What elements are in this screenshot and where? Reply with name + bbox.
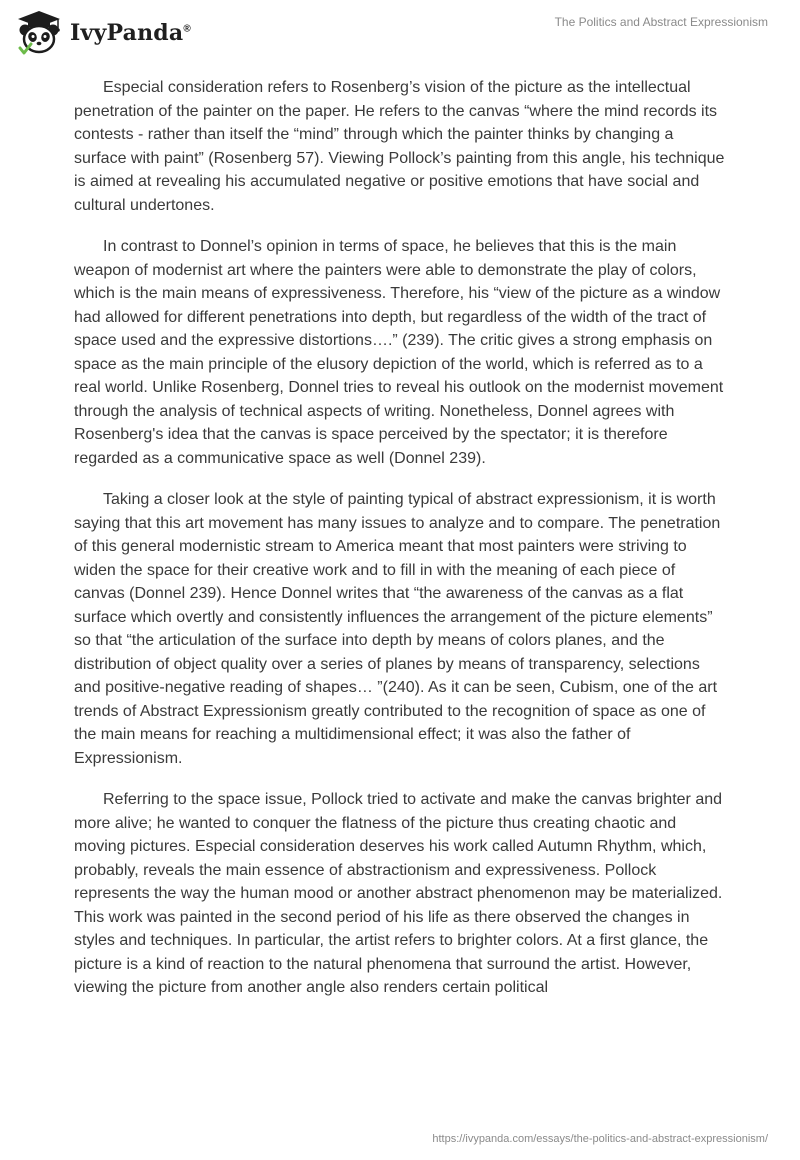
paragraph: In contrast to Donnel’s opinion in terms of space, he believes that this is the main weapon of modernist art where the painters were able to demonstrate the play of colors, which is the main means of expressiveness. Therefore, his “view of the picture as a window had allowed for different penetrations into depth, but regardless of the width of the tract of space used and the expressive distortions….” (239). The critic gives a strong emphasis on space as the main principle of the elusory depiction of the world, which is referred as to a real world. Unlike Rosenberg, Donnel tries to reveal his outlook on the modernist movement through the analysis of technical aspects of writing. Nonetheless, Donnel agrees with Rosenberg's idea that the canvas is space perceived by the spectator; it is therefore regarded as a communicative space as well (Donnel 239). bbox=[74, 238, 724, 467]
paragraph: Especial consideration refers to Rosenberg’s vision of the picture as the intellectual penetration of the painter on the paper. He refers to the canvas “where the mind records its contests - rather than itself the “mind” through which the painter thinks by changing a surface with paint” (Rosenberg 57). Viewing Pollock’s painting from this angle, his technique is aimed at revealing his accumulated negative or positive emotions that have social and cultural undertones. bbox=[74, 79, 725, 214]
brand-name: IvyPanda® bbox=[70, 20, 191, 46]
panda-graduate-icon bbox=[14, 8, 64, 58]
ivypanda-logo[interactable] bbox=[14, 8, 191, 58]
source-url[interactable]: https://ivypanda.com/essays/the-politics-and-abstract-expressionism/ bbox=[432, 1133, 768, 1145]
registered-mark: ® bbox=[183, 23, 191, 35]
paragraph: Taking a closer look at the style of painting typical of abstract expressionism, it is worth saying that this art movement has many issues to analyze and to compare. The penetration of this general modernistic stream to America meant that most painters were striving to widen the space for their creative work and to fill in with the meaning of each piece of canvas (Donnel 239). Hence Donnel writes that “the awareness of the canvas as a flat surface which overtly and consistently influences the arrangement of the picture elements” so that “the articulation of the surface into depth by means of colors planes, and the distribution of object quality over a series of planes by means of transparency, selections and positive-negative reading of shapes… ”(240). As it can be seen, Cubism, one of the art trends of Abstract Expressionism greatly contributed to the recognition of space as one of the main means for reaching a multidimensional effect; it was also the father of Expressionism. bbox=[74, 491, 721, 767]
essay-body bbox=[74, 76, 726, 1018]
paragraph: Referring to the space issue, Pollock tried to activate and make the canvas brighter and more alive; he wanted to conquer the flatness of the picture thus creating chaotic and moving pictures. Especial consideration deserves his work called Autumn Rhythm, which, probably, reveals the main essence of abstractionism and expressiveness. Pollock represents the way the human mood or another abstract phenomenon may be materialized. This work was painted in the second period of his life as there observed the changes in styles and techniques. In particular, the artist refers to brighter colors. At a first glance, the picture is a kind of reaction to the natural phenomena that surround the artist. However, viewing the picture from another angle also renders certain political bbox=[74, 791, 723, 996]
document-title: The Politics and Abstract Expressionism bbox=[554, 15, 768, 29]
page-header bbox=[0, 0, 800, 70]
